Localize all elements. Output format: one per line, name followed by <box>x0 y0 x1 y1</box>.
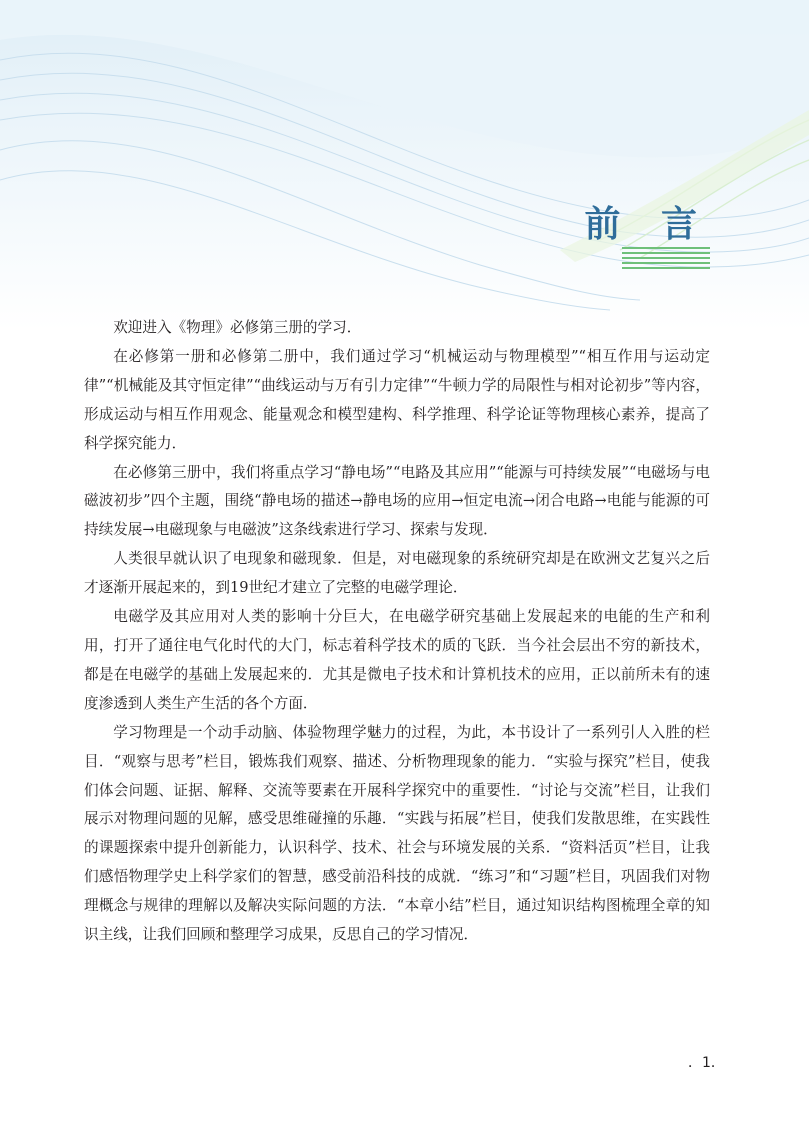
preface-body <box>84 314 710 950</box>
page-title: 前 言 <box>584 204 711 245</box>
rule-line <box>622 257 710 259</box>
paragraph: 人类很早就认识了电现象和磁现象．但是，对电磁现象的系统研究却是在欧洲文艺复兴之后才逐渐开展起来的，到19世纪才建立了完整的电磁学理论． <box>84 550 710 597</box>
paragraph: 在必修第三册中，我们将重点学习“静电场”“电路及其应用”“能源与可持续发展”“电磁场与电磁波初步”四个主题，围绕“静电场的描述→静电场的应用→恒定电流→闭合电路→电能与能源的可持续发展→电磁现象与电磁波”这条线索进行学习、探索与发现． <box>84 463 710 539</box>
title-underline-rule <box>622 247 710 271</box>
page-number: ．1． <box>688 1055 725 1071</box>
rule-line <box>622 247 710 249</box>
rule-line <box>622 252 710 254</box>
paragraph: 电磁学及其应用对人类的影响十分巨大，在电磁学研究基础上发展起来的电能的生产和利用，打开了通往电气化时代的大门，标志着科学技术的质的飞跃．当今社会层出不穷的新技术，都是在电磁学的基础上发展起来的．尤其是微电子技术和计算机技术的应用，正以前所未有的速度渗透到人类生产生活的各个方面． <box>84 608 710 712</box>
paragraph: 欢迎进入《物理》必修第三册的学习． <box>113 319 362 336</box>
paragraph: 在必修第一册和必修第二册中，我们通过学习“机械运动与物理模型”“相互作用与运动定律”“机械能及其守恒定律”“曲线运动与万有引力定律”“牛顿力学的局限性与相对论初步”等内容，形成运动与相互作用观念、能量观念和模型建构、科学推理、科学论证等物理核心素养，提高了科学探究能力． <box>84 347 710 452</box>
rule-line <box>622 262 710 264</box>
background-wave-decoration <box>0 0 809 330</box>
rule-line <box>622 267 710 269</box>
paragraph: 学习物理是一个动手动脑、体验物理学魅力的过程，为此，本书设计了一系列引人入胜的栏目．“观察与思考”栏目，锻炼我们观察、描述、分析物理现象的能力．“实验与探究”栏目，使我们体会问题、证据、解释、交流等要素在开展科学探究中的重要性．“讨论与交流”栏目，让我们展示对物理问题的见解，感受思维碰撞的乐趣．“实践与拓展”栏目，使我们发散思维，在实践性的课题探索中提升创新能力，认识科学、技术、社会与环境发展的关系．“资料活页”栏目，让我们感悟物理学史上科学家们的智慧，感受前沿科技的成就．“练习”和“习题”栏目，巩固我们对物理概念与规律的理解以及解决实际问题的方法．“本章小结”栏目，通过知识结构图梳理全章的知识主线，让我们回顾和整理学习成果，反思自己的学习情况． <box>84 723 710 944</box>
